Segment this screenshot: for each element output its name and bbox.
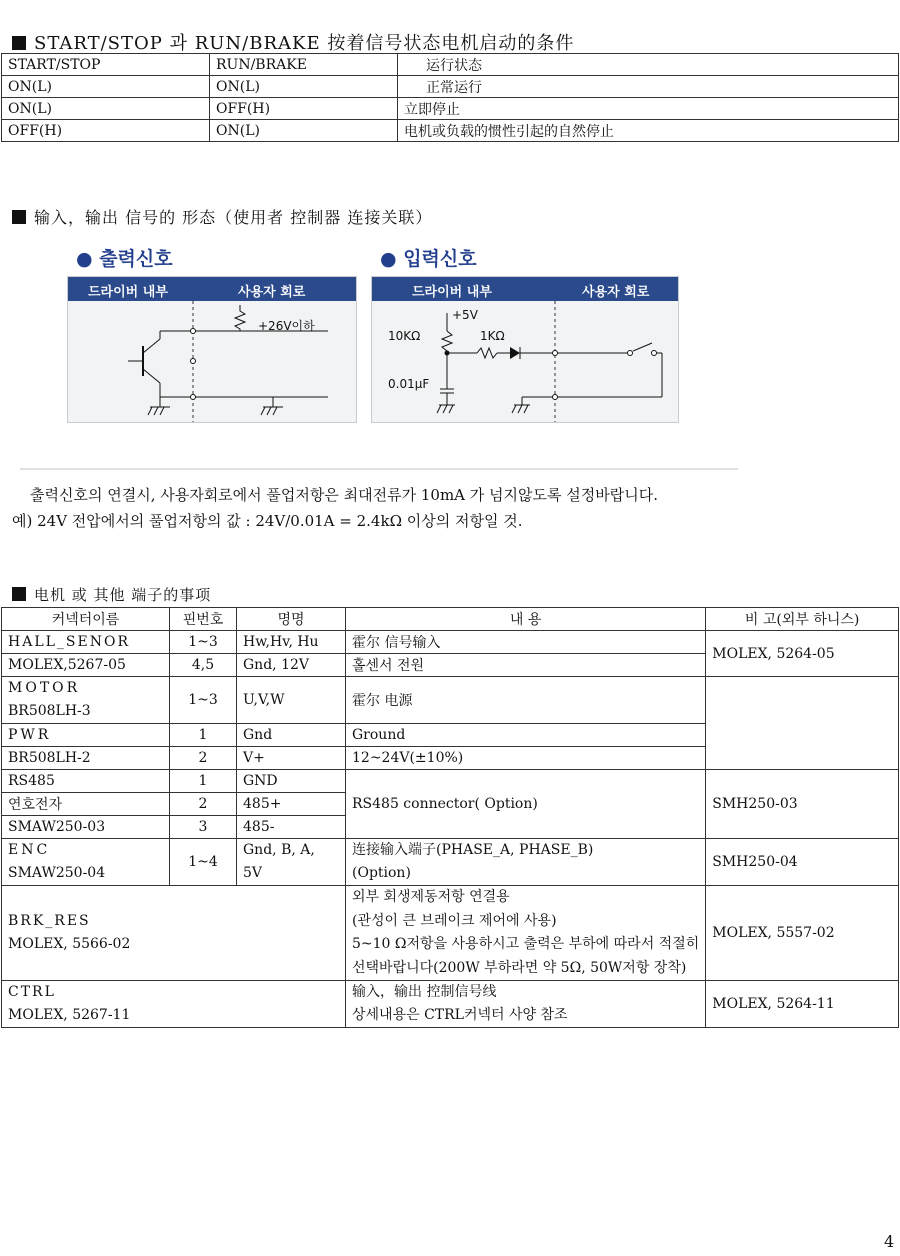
signal-cell: Gnd — [237, 724, 346, 747]
connector-part: MOLEX,5267-05 — [2, 654, 170, 677]
connector-table — [1, 607, 899, 1028]
square-bullet-icon — [12, 587, 26, 601]
table-row — [2, 770, 899, 793]
divider — [20, 468, 738, 470]
page-number: 4 — [884, 1232, 895, 1251]
remark-cell: MOLEX, 5264-05 — [706, 631, 899, 677]
pin-cell: 3 — [170, 816, 237, 839]
col-pin-number: 핀번호 — [170, 608, 237, 631]
signal-text: Gnd, B, A, — [243, 842, 315, 858]
table-row — [2, 631, 899, 654]
cell: ON(L) — [2, 98, 210, 120]
pin-cell: 1 — [170, 724, 237, 747]
cell: ON(L) — [210, 76, 398, 98]
desc-cell: 霍尔 电源 — [346, 677, 706, 724]
signal-cell: Hw,Hv, Hu — [237, 631, 346, 654]
voltage-label: +26V이하 — [258, 319, 315, 333]
pin-cell: 2 — [170, 793, 237, 816]
col-description: 내 용 — [346, 608, 706, 631]
connector-name: RS485 — [2, 770, 170, 793]
pullup-note-line1: 출력신호의 연결시, 사용자회로에서 풀업저항은 최대전류가 10mA 가 넘지않도록 설정바랍니다. — [30, 486, 658, 504]
table-header-row — [2, 608, 899, 631]
remark-cell — [706, 677, 899, 770]
connector-part: MOLEX, 5566-02 — [8, 936, 131, 952]
resistor-10k-label: 10KΩ — [388, 329, 421, 343]
signal-cell: GND — [237, 770, 346, 793]
pin-cell: 1~3 — [170, 677, 237, 724]
connector-name — [2, 677, 170, 724]
col-run-state: 运行状态 — [398, 54, 899, 76]
cell: OFF(H) — [2, 120, 210, 142]
cell: ON(L) — [210, 120, 398, 142]
desc-cell: 12~24V(±10%) — [346, 747, 706, 770]
cell: OFF(H) — [210, 98, 398, 120]
cell: 立即停止 — [398, 98, 899, 120]
driver-internal-label: 드라이버 내부 — [412, 285, 492, 300]
desc-text: 输入，输出 控制信号线 — [352, 984, 497, 1000]
pin-cell: 1~4 — [170, 839, 237, 886]
signal-text: 5V — [243, 865, 263, 881]
desc-text: 连接输入端子(PHASE_A, PHASE_B) — [352, 842, 594, 858]
col-connector-name: 커넥터이름 — [2, 608, 170, 631]
connector-name-text: CTRL — [8, 984, 56, 1000]
connector-name — [2, 886, 346, 981]
col-run-brake: RUN/BRAKE — [210, 54, 398, 76]
connector-name: HALL_SENOR — [2, 631, 170, 654]
connector-part: MOLEX, 5267-11 — [8, 1007, 131, 1023]
driver-internal-label: 드라이버 내부 — [88, 285, 168, 300]
input-diagram-header — [372, 277, 678, 301]
pin-cell: 2 — [170, 747, 237, 770]
table-header-row — [2, 54, 899, 76]
desc-cell: RS485 connector( Option) — [346, 770, 706, 839]
desc-cell — [346, 981, 706, 1028]
desc-text: (Option) — [352, 865, 411, 881]
signal-cell: U,V,W — [237, 677, 346, 724]
remark-cell: SMH250-03 — [706, 770, 899, 839]
section3-heading: 电机 或 其他 端子的事项 — [12, 584, 211, 605]
pin-cell: 1~3 — [170, 631, 237, 654]
connector-part: SMAW250-04 — [8, 865, 106, 881]
square-bullet-icon — [12, 210, 26, 224]
connector-name — [2, 981, 346, 1028]
desc-text: 외부 회생제동저항 연결용 — [352, 889, 510, 905]
user-circuit-label: 사용자 회로 — [238, 285, 306, 300]
cell: 电机或负载的惯性引起的自然停止 — [398, 120, 899, 142]
connector-part: BR508LH-2 — [2, 747, 170, 770]
pullup-note-line2: 예) 24V 전압에서의 풀업저항의 값 : 24V/0.01A = 2.4kΩ 이상의 저항일 것. — [12, 512, 523, 530]
connector-part: BR508LH-3 — [8, 703, 91, 719]
table-row — [2, 677, 899, 724]
remark-cell: MOLEX, 5264-11 — [706, 981, 899, 1028]
run-state-table — [1, 53, 899, 142]
desc-text: 5~10 Ω저항을 사용하시고 출력은 부하에 따라서 적절히 — [352, 936, 700, 952]
desc-text: (관성이 큰 브레이크 제어에 사용) — [352, 912, 557, 929]
resistor-1k-label: 1KΩ — [480, 329, 505, 343]
col-remark: 비 고(외부 하니스) — [706, 608, 899, 631]
output-diagram-header — [68, 277, 356, 301]
desc-text: 상세내용은 CTRL커넥터 사양 참조 — [352, 1007, 568, 1023]
cell: ON(L) — [2, 76, 210, 98]
input-circuit-svg — [372, 301, 678, 422]
connector-name-text: MOTOR — [8, 680, 81, 696]
section1-heading: START/STOP 과 RUN/BRAKE 按着信号状态电机启动的条件 — [12, 29, 574, 55]
signal-cell: 485+ — [237, 793, 346, 816]
col-start-stop: START/STOP — [2, 54, 210, 76]
table-row — [2, 120, 899, 142]
table-row — [2, 76, 899, 98]
input-signal-diagram — [371, 276, 679, 423]
desc-cell — [346, 839, 706, 886]
pin-cell: 1 — [170, 770, 237, 793]
table-row — [2, 886, 899, 981]
output-diagram-title: ● 출력신호 — [76, 248, 173, 270]
table-row — [2, 981, 899, 1028]
connector-name-text: ENC — [8, 842, 51, 858]
remark-cell: MOLEX, 5557-02 — [706, 886, 899, 981]
connector-name — [2, 839, 170, 886]
input-diagram-title: ● 입력신호 — [380, 248, 477, 270]
desc-cell: 홀센서 전원 — [346, 654, 706, 677]
square-bullet-icon — [12, 36, 26, 50]
signal-cell: Gnd, 12V — [237, 654, 346, 677]
signal-cell — [237, 839, 346, 886]
signal-cell: 485- — [237, 816, 346, 839]
desc-cell — [346, 886, 706, 981]
desc-text: 선택바랍니다(200W 부하라면 약 5Ω, 50W저항 장착) — [352, 959, 687, 976]
desc-cell: 霍尔 信号输入 — [346, 631, 706, 654]
cell: 正常运行 — [398, 76, 899, 98]
capacitor-label: 0.01μF — [388, 377, 430, 391]
connector-name: PWR — [2, 724, 170, 747]
section2-heading: 输入，输出 信号的 形态（使用者 控制器 连接关联） — [12, 205, 432, 228]
output-signal-diagram — [67, 276, 357, 423]
table-row — [2, 839, 899, 886]
remark-cell: SMH250-04 — [706, 839, 899, 886]
plus-5v-label: +5V — [452, 308, 478, 322]
col-signal-name: 명명 — [237, 608, 346, 631]
user-circuit-label: 사용자 회로 — [582, 285, 650, 300]
table-row — [2, 98, 899, 120]
connector-maker: 연호전자 — [2, 793, 170, 816]
pin-cell: 4,5 — [170, 654, 237, 677]
connector-part: SMAW250-03 — [2, 816, 170, 839]
connector-name-text: BRK_RES — [8, 913, 91, 929]
signal-cell: V+ — [237, 747, 346, 770]
desc-cell: Ground — [346, 724, 706, 747]
